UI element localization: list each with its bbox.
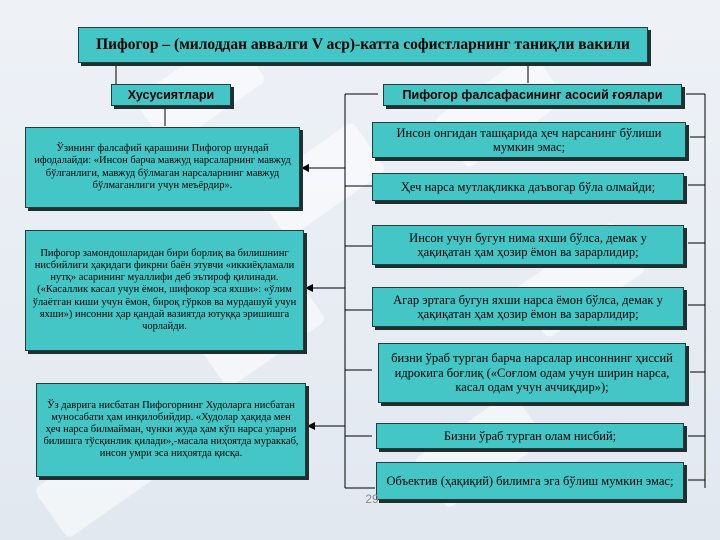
left-item-text: Пифогор замондошларидан бири борлиқ ва билишнинг нисбийлиги ҳақидаги фикрни баён этувчи «иккиёқламали нутқ» асарининг муаллифи деб эътироф қилинади. («Касаллик касал учун ёмон, шифокор эса яхши»: «ўлим ўлаётган киши учун ёмон, бироқ гўрков ва мурдашуй учун яхши») инсонни ҳар қандай вазиятда ютуққа эришишга чорлайди. bbox=[32, 248, 297, 332]
left-item-text: Ўзининг фалсафий қарашини Пифогор шундай ифодалайди: «Инсон барча мавжуд нарсаларнинг мавжуд бўлганлиги, мавжуд бўлмаган нарсаларнинг мавжуд бўлмаганлиги учун меъёрдир». bbox=[34, 143, 291, 191]
diagram-title bbox=[78, 27, 648, 63]
right-header-text: Пифогор фалсафасининг асосий ғоялари bbox=[402, 87, 663, 102]
right-item bbox=[372, 287, 684, 327]
right-item bbox=[372, 173, 684, 201]
right-item-text: Инсон учун бугун нима яхши бўлса, демак у ҳақиқатан ҳам ҳозир ёмон ва зарарлидир; bbox=[409, 230, 647, 259]
right-item-text: Бизни ўраб турган олам нисбий; bbox=[443, 428, 617, 443]
right-item bbox=[372, 225, 684, 265]
left-header-text: Хусусиятлари bbox=[127, 87, 215, 102]
right-item-text: Агар эртага бугун яхши нарса ёмон бўлса, демак у ҳақиқатан ҳам ҳозир ёмон ва зарарлидир; bbox=[393, 292, 663, 321]
left-item bbox=[25, 230, 304, 351]
right-item-text: Ҳеч нарса мутлақликка даъвогар бўла олмайди; bbox=[400, 179, 656, 194]
left-item bbox=[25, 127, 300, 208]
diagram-title-text: Пифогор – (милоддан аввалги V аср)-катта софистларнинг таниқли вакили bbox=[96, 36, 630, 54]
right-item-text: бизни ўраб турган барча нарсалар инсоннинг ҳиссий идрокига боғлиқ («Соғлом одам учун ширин нарса, касал одам учун аччиқдир»); bbox=[391, 351, 673, 395]
right-item bbox=[372, 122, 686, 158]
right-item bbox=[376, 423, 684, 449]
right-item-text: Инсон онгидан ташқарида ҳеч нарсанинг бўлиши мумкин эмас; bbox=[396, 125, 662, 154]
left-item-text: Ўз даврига нисбатан Пифогорнинг Худоларга нисбатан муносабати ҳам инқилобийдир. «Худолар ҳақида мен ҳеч нарса билмайман, чунки жуда ҳам кўп нарса уларни билишга тўсқинлик қилади»,-масала ниҳоятда мураккаб, инсон умри эса ниҳоятда қисқа. bbox=[43, 399, 299, 460]
right-item bbox=[376, 462, 684, 500]
right-item bbox=[378, 343, 686, 403]
left-header bbox=[111, 84, 231, 106]
right-header bbox=[383, 84, 682, 106]
page-number: 29 bbox=[365, 492, 379, 506]
right-item-text: Объектив (ҳақиқий) билимга эга бўлиш мумкин эмас; bbox=[386, 473, 674, 488]
left-item bbox=[36, 383, 306, 477]
